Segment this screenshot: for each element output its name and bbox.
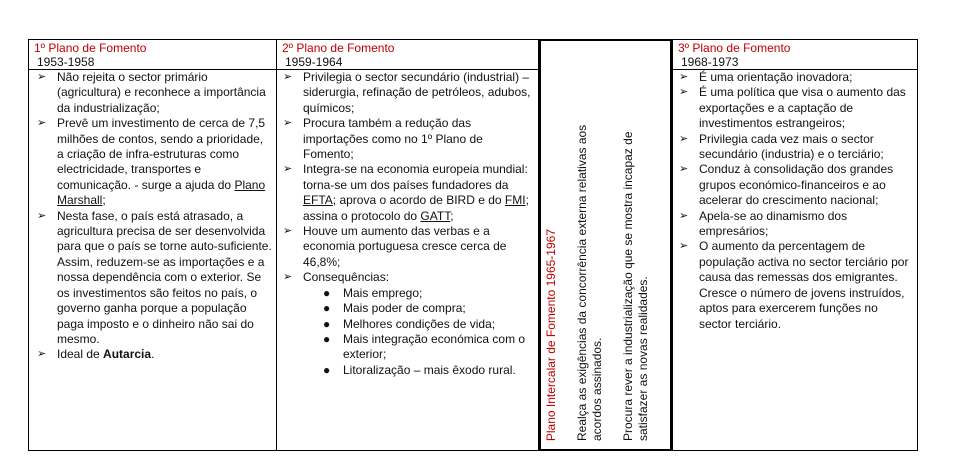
plan-title: Plano Intercalar de Fomento 1965-1967 <box>544 228 558 441</box>
dot-bullet-icon: ● <box>323 285 331 300</box>
efta-link[interactable]: EFTA <box>303 193 333 208</box>
plan-years: 1968-1973 <box>681 55 739 69</box>
marshall-link[interactable]: Plano Marshall <box>57 177 266 208</box>
arrow-bullet-icon: ➢ <box>283 225 293 238</box>
arrow-bullet-icon: ➢ <box>283 163 293 176</box>
arrow-bullet-icon: ➢ <box>679 209 689 222</box>
arrow-bullet-icon: ➢ <box>679 86 689 99</box>
plan-title: 2º Plano de Fomento <box>282 41 395 55</box>
dot-bullet-icon: ● <box>323 331 331 346</box>
list-item: ➢ É uma orientação inovadora; <box>679 70 853 84</box>
plan-years: 1953-1958 <box>37 55 95 69</box>
column-header <box>673 40 917 70</box>
list-item: ➢ É uma política que visa o aumento das exportações e a captação de investimentos estrangeiros; <box>679 85 906 131</box>
list-item: ● Mais emprego; <box>323 285 423 300</box>
list-item: ➢ Privilegia cada vez mais o sector secundário (industria) e o terciário; <box>679 131 884 162</box>
plan-years: 1959-1964 <box>285 55 343 69</box>
bullet-list <box>37 70 272 363</box>
plans-table <box>28 39 918 451</box>
fmi-link[interactable]: FMI <box>504 193 526 208</box>
plan-title: 1º Plano de Fomento <box>34 41 147 55</box>
list-item: ➢ Privilegia o sector secundário (industrial) – siderurgia, refinação de petróleos, adubos, químicos; <box>283 70 531 115</box>
list-item: ● Mais poder de compra; <box>323 301 466 316</box>
column-second-plan <box>277 40 539 450</box>
list-item: ➢ Procura também a redução das importações como no 1º Plano de Fomento; <box>283 116 483 162</box>
plan-title: 3º Plano de Fomento <box>678 41 791 55</box>
bullet-list <box>679 70 913 332</box>
list-item: ➢ Nesta fase, o país está atrasado, a agricultura precisa de ser desenvolvida para que o país se torne auto-suficiente. Assim, reduzem-se as importações e a nossa dependência com o exterior. Se os investimentos são feitos no país, o governo ganha porque a população paga imposto e o dinheiro não sai do mesmo. <box>37 208 272 346</box>
autarcia-term: Autarcia <box>103 347 152 362</box>
arrow-bullet-icon: ➢ <box>37 348 47 361</box>
column-first-plan <box>29 40 277 450</box>
dot-bullet-icon: ● <box>323 316 331 331</box>
list-item: ● Litoralização – mais êxodo rural. <box>323 362 516 377</box>
dot-bullet-icon: ● <box>323 301 331 316</box>
arrow-bullet-icon: ➢ <box>679 132 689 145</box>
arrow-bullet-icon: ➢ <box>37 117 47 130</box>
list-item: ➢ Consequências: ● Mais emprego; ● Mais poder de compra; ● Melhores condições de vida; ● Mais integração económica com o exterior; ● Litoralização – mais êxodo rural. <box>283 270 534 378</box>
column-header <box>277 40 538 70</box>
list-item: ➢ Não rejeita o sector primário (agricultura) e reconhece a importância da industrialização; <box>37 70 266 115</box>
column-intercalar-plan <box>539 39 672 451</box>
arrow-bullet-icon: ➢ <box>283 117 293 130</box>
arrow-bullet-icon: ➢ <box>37 71 47 83</box>
column-header <box>29 40 276 70</box>
list-item: ➢ Apela-se ao dinamismo dos empresários; <box>679 208 848 239</box>
column-third-plan <box>672 40 917 450</box>
dot-bullet-icon: ● <box>323 362 331 377</box>
list-item: ● Melhores condições de vida; <box>323 316 496 331</box>
list-item: ➢ Integra-se na economia europeia mundial: torna-se um dos países fundadores da EFTA; aprova o acordo de BIRD e do FMI; assina o protocolo do GATT; <box>283 162 529 223</box>
arrow-bullet-icon: ➢ <box>37 209 47 222</box>
arrow-bullet-icon: ➢ <box>679 163 689 176</box>
gatt-link[interactable]: GATT <box>420 208 451 223</box>
arrow-bullet-icon: ➢ <box>283 71 293 83</box>
intercalar-text-2: Procura rever a industrialização que se mostra incapaz de satisfazer as novas realidades. <box>621 131 650 441</box>
list-item: ➢ Houve um aumento das verbas e a economia portuguesa cresce cerca de 46,8%; <box>283 224 507 269</box>
list-item: ➢ Ideal de Autarcia. <box>37 347 155 362</box>
intercalar-text-1: Realça as exigências da concorrência externa relativas aos acordos assinados. <box>575 124 604 441</box>
arrow-bullet-icon: ➢ <box>679 240 689 253</box>
arrow-bullet-icon: ➢ <box>679 71 689 83</box>
bullet-list <box>283 70 534 378</box>
list-item: ➢ Conduz à consolidação dos grandes grupos económico-financeiros e ao acelerar do crescimento nacional; <box>679 162 894 208</box>
list-item: ➢ Prevê um investimento de cerca de 7,5 milhões de contos, sendo a prioridade, a criação de infra-estruturas como electricidade, transportes e comunicação. - surge a ajuda do Plano Marshall; <box>37 116 266 208</box>
list-item: ● Mais integração económica com o exterior; <box>323 331 526 362</box>
consequences-list <box>303 286 534 378</box>
list-item: ➢ O aumento da percentagem de população activa no sector terciário por causa das remessas dos emigrantes. Cresce o número de jovens instruídos, aptos para exercerem funções no sector terciário. <box>679 239 909 331</box>
arrow-bullet-icon: ➢ <box>283 271 293 284</box>
